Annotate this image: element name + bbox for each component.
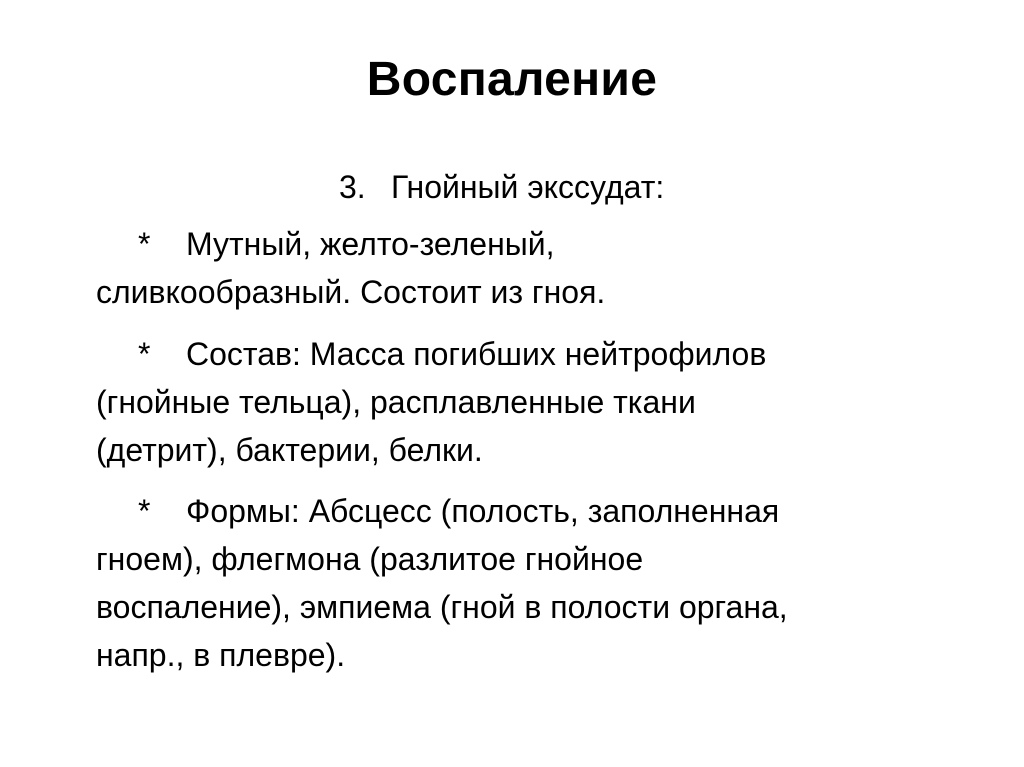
bullet-line: воспаление), эмпиема (гной в полости органа, — [96, 589, 788, 625]
bullet-text: Состав: Масса погибших нейтрофилов — [186, 336, 767, 372]
bullet-line: напр., в плевре). — [96, 637, 346, 673]
bullet-paragraph-2 — [96, 330, 976, 474]
section-heading — [339, 165, 664, 209]
bullet-marker: * — [138, 493, 151, 529]
bullet-marker: * — [138, 226, 151, 262]
slide-title: Воспаление — [366, 53, 658, 106]
bullet-paragraph-1 — [96, 220, 976, 316]
heading-number: 3. — [339, 169, 366, 205]
bullet-line: сливкообразный. Состоит из гноя. — [96, 274, 606, 310]
bullet-line — [96, 220, 976, 268]
bullet-text: Формы: Абсцесс (полость, заполненная — [186, 493, 780, 529]
heading-text: Гнойный экссудат: — [391, 169, 665, 205]
bullet-line: (гнойные тельца), расплавленные ткани — [96, 384, 696, 420]
bullet-marker: * — [138, 336, 151, 372]
bullet-line: (детрит), бактерии, белки. — [96, 432, 483, 468]
bullet-paragraph-3 — [96, 487, 976, 679]
bullet-line: гноем), флегмона (разлитое гнойное — [96, 541, 644, 577]
bullet-line — [96, 330, 976, 378]
bullet-text: Мутный, желто-зеленый, — [186, 226, 555, 262]
bullet-line — [96, 487, 976, 535]
